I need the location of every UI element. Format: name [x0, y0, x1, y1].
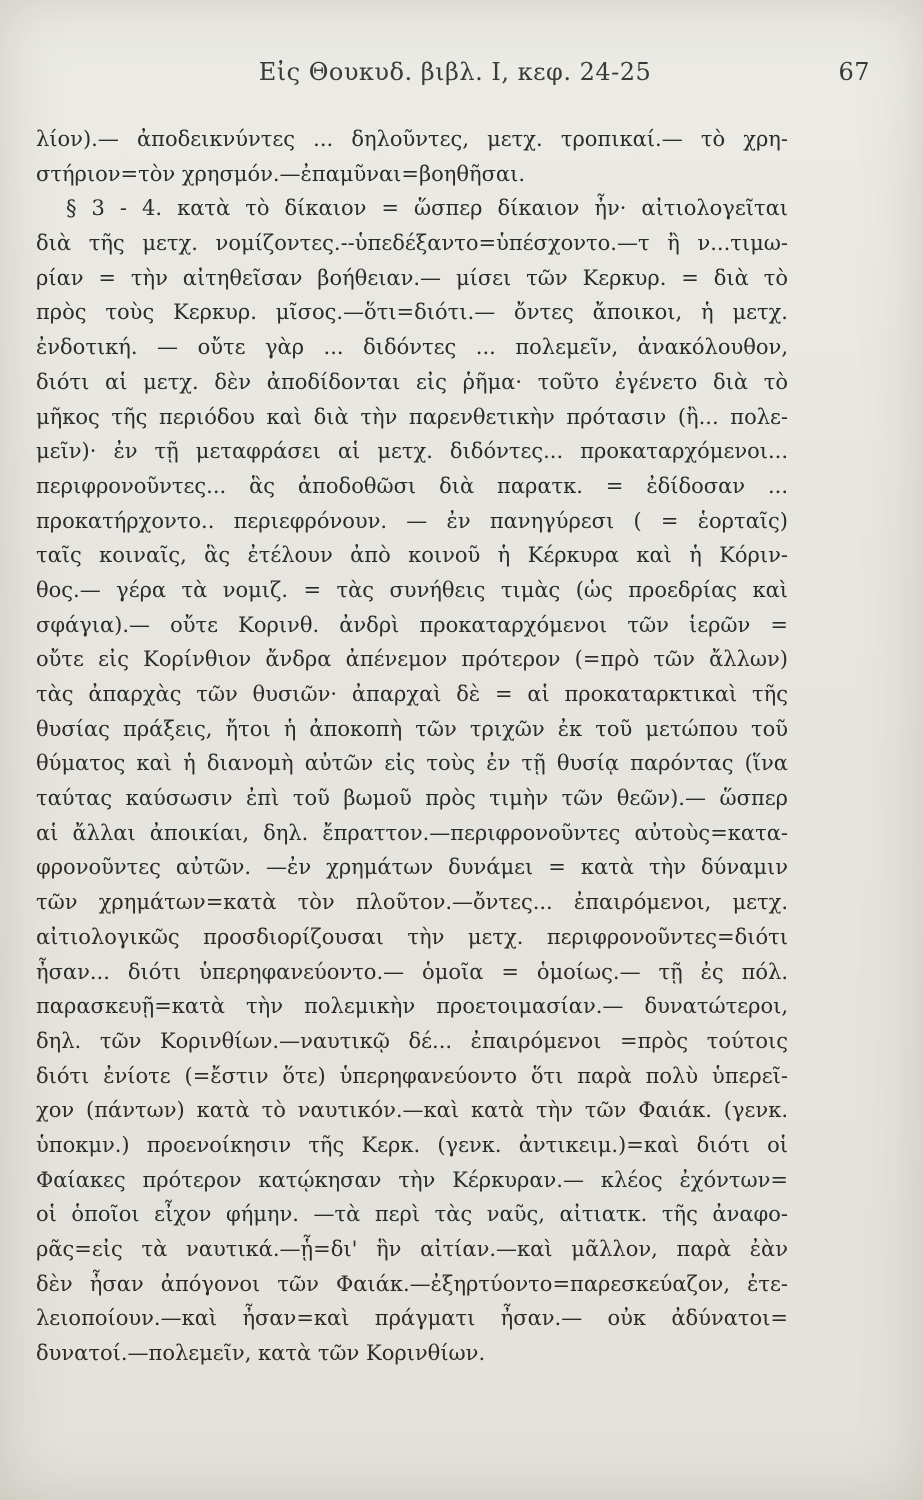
text-line: αἰτιολογικῶς προσδιορίζουσαι τὴν μετχ. περιφρονοῦντες=διότι [36, 924, 788, 949]
text-line: διὰ τῆς μετχ. νομίζοντες.--ὑπεδέξαντο=ὑπέσχοντο.—τ ἢ ν...τιμω- [36, 231, 788, 256]
page-header [40, 58, 870, 98]
text-line: τὰς ἀπαρχὰς τῶν θυσιῶν· ἀπαρχαὶ δὲ = αἱ προκαταρκτικαὶ τῆς [36, 682, 788, 706]
text-line: θος.— γέρα τὰ νομιζ. = τὰς συνήθεις τιμὰς (ὡς προεδρίας καὶ [36, 577, 788, 602]
text-line: ταῖς κοιναῖς, ἃς ἐτέλουν ἀπὸ κοινοῦ ἡ Κέρκυρα καὶ ἡ Κόριν- [36, 543, 788, 568]
text-line: ἐνδοτική. — οὔτε γὰρ ... διδόντες ... πολεμεῖν, ἀνακόλουθον, [36, 335, 788, 360]
text-line: μῆκος τῆς περιόδου καὶ διὰ τὴν παρενθετικὴν πρότασιν (ἢ... πολε- [36, 404, 788, 429]
text-line: θυσίας πράξεις, ἤτοι ἡ ἀποκοπὴ τῶν τριχῶν ἐκ τοῦ μετώπου τοῦ [36, 716, 788, 741]
text-line: περιφρονοῦντες... ἃς ἀποδοθῶσι διὰ παρατκ. = ἐδίδοσαν ... [36, 473, 788, 498]
text-line: ρᾶς=εἰς τὰ ναυτικά.—ᾗ=δι' ἣν αἰτίαν.—καὶ μᾶλλον, παρὰ ἐὰν [36, 1237, 788, 1261]
text-line: χον (πάντων) κατὰ τὸ ναυτικόν.—καὶ κατὰ τὴν τῶν Φαιάκ. (γενκ. [36, 1098, 788, 1123]
text-line: σφάγια).— οὔτε Κορινθ. ἀνδρὶ προκαταρχόμενοι τῶν ἱερῶν = [36, 612, 788, 637]
text-line: πρὸς τοὺς Κερκυρ. μῖσος.—ὅτι=διότι.— ὄντες ἄποικοι, ἡ μετχ. [36, 300, 788, 325]
text-line: τῶν χρημάτων=κατὰ τὸν πλοῦτον.—ὄντες... ἐπαιρόμενοι, μετχ. [36, 890, 788, 915]
text-line: ρίαν = τὴν αἰτηθεῖσαν βοήθειαν.— μίσει τῶν Κερκυρ. = διὰ τὸ [36, 265, 788, 290]
running-head: Εἰς Θουκυδ. βιβλ. Ι, κεφ. 24-25 [258, 58, 652, 86]
commentary-text [36, 122, 788, 1371]
page-number: 67 [838, 58, 870, 86]
text-line: ὑποκμν.) προενοίκησιν τῆς Κερκ. (γενκ. ἀντικειμ.)=καὶ διότι οἱ [36, 1132, 788, 1157]
text-line: οἱ ὁποῖοι εἶχον φήμην. —τὰ περὶ τὰς ναῦς, αἰτιατκ. τῆς ἀναφο- [36, 1202, 788, 1227]
text-line: αἱ ἄλλαι ἀποικίαι, δηλ. ἔπραττον.—περιφρονοῦντες αὐτοὺς=κατα- [36, 820, 788, 845]
text-line: δηλ. τῶν Κορινθίων.—ναυτικῷ δέ... ἐπαιρόμενοι =πρὸς τούτοις [36, 1028, 788, 1053]
text-line: ἦσαν... διότι ὑπερηφανεύοντο.— ὁμοῖα = ὁμοίως.— τῇ ἐς πόλ. [36, 959, 788, 984]
text-line: δυνατοί.—πολεμεῖν, κατὰ τῶν Κορινθίων. [36, 1341, 486, 1366]
text-line: § 3 - 4. κατὰ τὸ δίκαιον = ὥσπερ δίκαιον ἦν· αἰτιολογεῖται [66, 196, 788, 221]
text-line: παρασκευῇ=κατὰ τὴν πολεμικὴν προετοιμασίαν.— δυνατώτεροι, [36, 994, 788, 1019]
text-line: διότι ἐνίοτε (=ἔστιν ὅτε) ὑπερηφανεύοντο ὅτι παρὰ πολὺ ὑπερεῖ- [36, 1063, 788, 1088]
text-line: ταύτας καύσωσιν ἐπὶ τοῦ βωμοῦ πρὸς τιμὴν τῶν θεῶν).— ὥσπερ [36, 786, 788, 811]
text-line: οὔτε εἰς Κορίνθιον ἄνδρα ἀπένεμον πρότερον (=πρὸ τῶν ἄλλων) [36, 647, 788, 672]
text-line: διότι αἱ μετχ. δὲν ἀποδίδονται εἰς ῥῆμα· τοῦτο ἐγένετο διὰ τὸ [36, 369, 788, 394]
text-line: προκατήρχοντο.. περιεφρόνουν. — ἐν πανηγύρεσι ( = ἑορταῖς) [36, 508, 788, 533]
text-line: μεῖν)· ἐν τῇ μεταφράσει αἱ μετχ. διδόντες... προκαταρχόμενοι... [36, 439, 788, 464]
text-line: στήριον=τὸν χρησμόν.—ἐπαμῦναι=βοηθῆσαι. [36, 161, 525, 186]
text-line: φρονοῦντες αὐτῶν. —ἐν χρημάτων δυνάμει = κατὰ τὴν δύναμιν [36, 855, 788, 880]
text-line: λίον).— ἀποδεικνύντες ... δηλοῦντες, μετχ. τροπικαί.— τὸ χρη- [36, 127, 788, 151]
text-line: Φαίακες πρότερον κατῴκησαν τὴν Κέρκυραν.— κλέος ἐχόντων= [36, 1167, 788, 1192]
text-line: θύματος καὶ ἡ διανομὴ αὐτῶν εἰς τοὺς ἐν τῇ θυσίᾳ παρόντας (ἵνα [36, 751, 788, 776]
text-line: λειοποίουν.—καὶ ἦσαν=καὶ πράγματι ἦσαν.— οὐκ ἀδύνατοι= [36, 1306, 788, 1331]
text-line: δὲν ἦσαν ἀπόγονοι τῶν Φαιάκ.—ἐξηρτύοντο=παρεσκεύαζον, ἐτε- [36, 1271, 788, 1296]
